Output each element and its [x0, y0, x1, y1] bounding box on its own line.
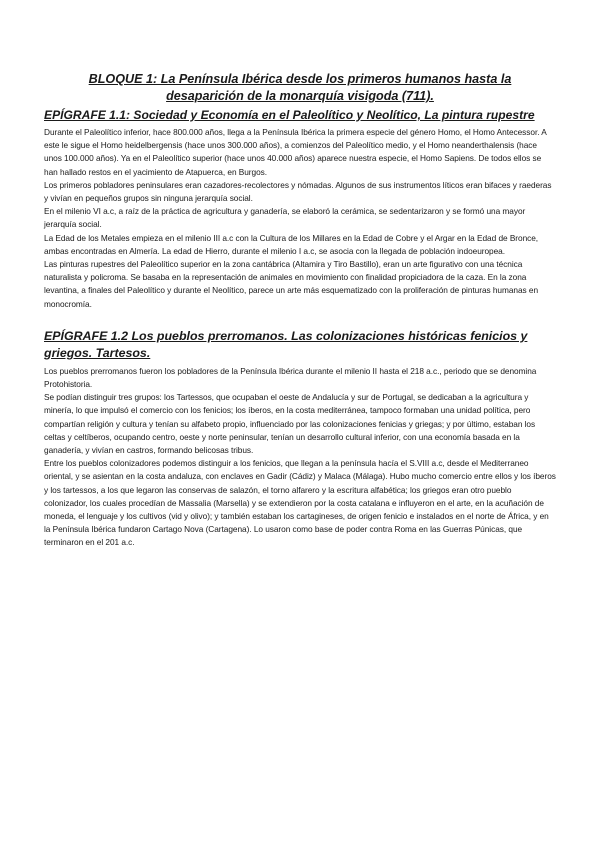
bloque-title: BLOQUE 1: La Península Ibérica desde los primeros humanos hasta la desaparición de la monarquía visigoda (711).: [88, 72, 512, 103]
epigrafe-1-heading: EPÍGRAFE 1.1: Sociedad y Economía en el Paleolítico y Neolítico, La pintura rupestre: [44, 108, 535, 122]
paragraph: Los pueblos prerromanos fueron los pobladores de la Península Ibérica durante el milenio II hasta el 218 a.c., periodo que se denomina Protohistoria.: [44, 365, 537, 390]
paragraph: Los primeros pobladores peninsulares eran cazadores-recolectores y nómadas. Algunos de sus instrumentos líticos eran bifaces y raederas y vivían en pequeños grupos sin ninguna jerarquía social.: [44, 179, 552, 204]
epigrafe-2-heading: EPÍGRAFE 1.2 Los pueblos prerromanos. Las colonizaciones históricas fenicios y griegos. Tartesos.: [44, 328, 528, 360]
epigrafe-1-body: [44, 126, 556, 311]
paragraph: Las pinturas rupestres del Paleolítico superior en la zona cantábrica (Altamira y Tiro Bastillo), eran un arte figurativo con una técnica naturalista y policroma. Se basaba en la representación de animales en movimiento con finalidad propiciadora de la caza. En la zona levantina, a finales del Paleolítico y durante el Neolítico, parece un arte más esquematizado con la proliferación de pinturas humanas en monocromía.: [44, 259, 539, 309]
document-page: [44, 71, 556, 550]
paragraph: Entre los pueblos colonizadores podemos distinguir a los fenicios, que llegan a la península hacía el S.VIII a.c, desde el Mediterraneo oriental, y se asientan en la costa andaluza, con enclaves en Gadir (Cádiz) y Malaca (Málaga). Hubo mucho comercio entre ellos y los íberos y los tartessos, a los que legaron las conservas de salazón, el torno alfarero y la escritura alfabética; los griegos eran otro pueblo colonizador, los cuales procedían de Massalia (Marsella) y se extendieron por la costa catalana e influyeron en el arte, en la acuñación de moneda, el lenguaje y los cultivos (vid y olivo); y también estaban los cartagineses, de origen fenicio e instalados en el norte de África, y en la Península Ibérica fundaron Cartago Nova (Cartagena). Lo usaron como base de poder contra Roma en las Guerras Púnicas, que terminaron en el 201 a.c.: [44, 458, 556, 548]
paragraph: La Edad de los Metales empieza en el milenio III a.c con la Cultura de los Millares en la Edad de Cobre y el Argar en la Edad de Bronce, ambas encontradas en Almería. La edad de Hierro, durante el milenio I a.c, se asocia con la llegada de población indoeuropea.: [44, 232, 539, 256]
paragraph: En el milenio VI a.c, a raíz de la práctica de agricultura y ganadería, se elaboró la cerámica, se sedentarizaron y se formó una mayor jerarquía social.: [44, 206, 526, 230]
paragraph: Durante el Paleolítico inferior, hace 800.000 años, llega a la Península Ibérica la primera especie del género Homo, el Homo Antecessor. A este le sigue el Homo heidelbergensis (hace unos 300.000 años), a comienzos del Paleolítico medio, y el Homo neanderthalensis (hace unos 100.000 años). Ya en el Paleolítico superior (hace unos 40.000 años) aparece nuestra especie, el Homo Sapiens. De todos ellos se han hallado restos en el yacimiento de Atapuerca, en Burgos.: [44, 127, 547, 177]
paragraph: Se podían distinguir tres grupos: los Tartessos, que ocupaban el oeste de Andalucía y sur de Portugal, se dedicaban a la agricultura y minería, lo que impulsó el comercio con los fenicios; los íberos, en la costa mediterránea, tampoco formaban una unidad política, pero compartían religión y cultura y tenían su alfabeto propio, influenciado por las colonizaciones fenicias y griegas; y por último, estaban los celtas y celtíberos, ocupando centro, oeste y norte peninsular, tenían un desarrollo cultural inferior, con una economía basada en la ganadería, y vivían en castros, formando belicosas tribus.: [44, 392, 536, 456]
epigrafe-2-body: [44, 365, 556, 550]
